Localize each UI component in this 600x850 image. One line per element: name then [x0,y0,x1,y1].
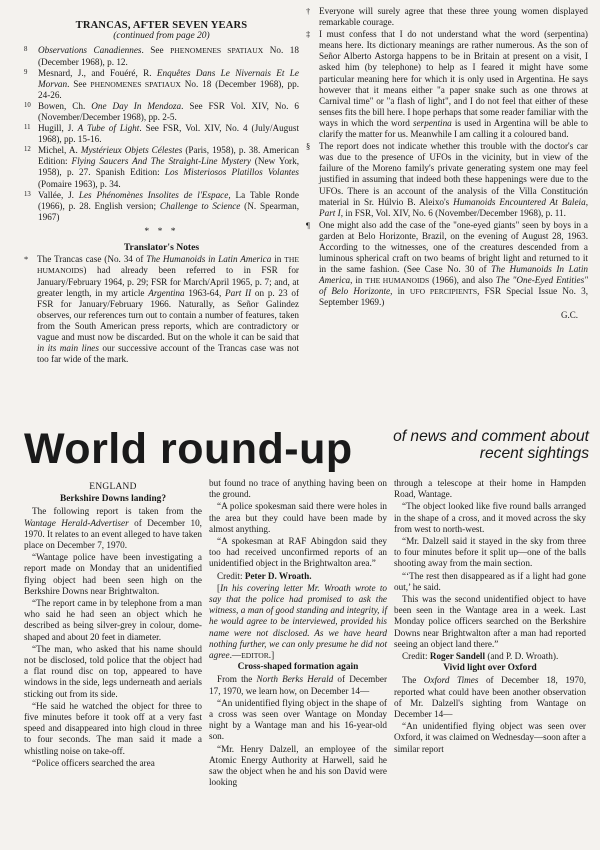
paragraph: “A spokesman at RAF Abingdon said they too had received unconfirmed reports of an unidentified object in the Brightwalton area.” [209,536,387,569]
section-heading: Cross-shaped formation again [237,662,359,673]
reference-item [24,101,299,123]
footnote-text: The report does not indicate whether this trouble with the doctor's car was due to the presence of UFOs in the vicinity, but in view of the failure of the Moreno family's private generating system one may feel justified in assuming that indeed both these happenings were due to the UFOs. There is an account of the analysis of the Villa Constitución material in Sr. Húlvio B. Aleixo's Humanoids Encountered At Baleia, Part I, in FSR, Vol. XIV, No. 6 (November/December 1968), p. 11. [319,141,588,218]
section-heading: ENGLAND [89,482,137,492]
section-heading: Vivid light over Oxford [443,663,537,674]
footnote-item [306,29,588,140]
footnote-symbol: § [306,141,311,152]
reference-text: Bowen, Ch. One Day In Mendoza. See FSR Vol. XIV, No. 6 (November/December 1968), pp. 2-5. [38,100,300,122]
paragraph: “The man, who asked that his name should not be disclosed, told police that the object had a flat round disc on top, appeared to have windows in the side, legs underneath and aerials sticking out from its side. [24,643,202,699]
paragraph: [In his covering letter Mr. Wroath wrote to say that the police had promised to ask the witness, a man of good standing and integrity, if he would agree to be interviewed, provided his name were not disclosed. As we have heard nothing further, we can only presume he did not agree.—EDITOR.] [209,582,387,661]
paragraph: “The report came in by telephone from a man who said he had seen an object which he described as being silver-grey in colour, dome-shaped and about 20 feet in diameter. [24,598,202,642]
paragraph: The following report is taken from the Wantage Herald-Advertiser of December 10, 1970. It relates to an event alleged to have taken place on December 7, 1970. [24,506,202,551]
paragraph: Credit: Peter D. Wroath. [217,570,312,581]
paragraph: “An unidentified flying object was seen over Oxford, it was claimed on Wednesday—soon after a similar report [394,721,586,754]
signature: G.C. [560,309,578,320]
paragraph: Credit: Roger Sandell (and P. D. Wroath). [402,651,559,662]
section-divider-stars: * * * [144,225,179,237]
paragraph: From the North Berks Herald of December 17, 1970, we learn how, on December 14— [209,674,388,696]
footnote-symbol: * [24,254,29,265]
reference-text: Mesnard, J., and Fouéré, R. Enquêtes Dans Le Nivernais Et Le Morvan. See PHENOMENES SPATIAUX No. 18 (December 1968), pp. 24-26. [38,67,299,100]
footnote-symbol: ‡ [306,29,311,40]
reference-item [24,68,299,101]
footnote-symbol: † [306,6,311,16]
paragraph: “Mr. Henry Dalzell, an employee of the Atomic Energy Authority at Harwell, said he saw the object when he and his son David were looking [209,743,387,788]
reference-item [24,45,299,67]
paragraph: “Police officers searched the area [32,757,155,768]
paragraph: “The object looked like five round balls arranged in the shape of a cross, and it moved across the sky from west to north-west. [394,501,586,534]
reference-item [24,145,299,189]
section-title: World round-up [24,425,353,473]
paragraph: “An unidentified flying object in the shape of a cross was seen over Wantage on Monday night by a Wantage man and his 16-year-old son. [209,697,387,742]
paragraph: “Wantage police have been investigating a report made on Monday that an unidentified flying object had been seen high on the Berkshire Downs near Brightwalton. [24,552,202,596]
paragraph: but found no trace of anything having been on the ground. [209,478,387,500]
translator-notes-column [306,6,588,321]
reference-number: 12 [24,146,31,154]
footnote-item [306,6,588,28]
translators-notes-heading: Translator's Notes [123,242,200,254]
reference-number: 8 [24,46,28,54]
reference-number: 13 [24,190,31,198]
section-subtitle: of news and comment about recent sightings [393,428,589,462]
reference-text: Observations Canadiennes. See PHENOMENES SPATIAUX No. 18 (December 1968), p. 12. [38,45,299,67]
roundup-column-1 [24,482,202,770]
section-heading: Berkshire Downs landing? [59,494,167,505]
reference-number: 9 [24,68,28,76]
roundup-column-2 [209,478,387,789]
reference-text: Vallée, J. Les Phénomènes Insolites de l'Espace, La Table Ronde (1966), p. 28. English version; Challenge to Science (N. Spearman, 1967) [38,189,300,222]
paragraph: This was the second unidentified object to have been seen in the Wantage area in a week. Last Monday police officers searched on the Berkshire Downs near Brightwalton after a man had reported seeing an object land there.” [394,594,586,649]
reference-item [24,123,299,145]
roundup-column-3 [394,478,586,756]
footnote-symbol: ¶ [306,219,310,230]
reference-item [24,190,299,223]
paragraph: through a telescope at their home in Hampden Road, Wantage. [394,478,586,500]
paragraph: The Oxford Times of December 18, 1970, reported what could have been another observation of Mr. Dalzell's sighting from Wantage on December 14— [394,675,586,720]
paragraph: “Mr. Dalzell said it stayed in the sky from three to four minutes before it split up—one of the balls shooting away from the main section. [394,536,586,569]
footnote-item [24,254,299,365]
reference-number: 10 [24,101,31,109]
reference-number: 11 [24,124,31,132]
trancas-column [24,20,299,366]
reference-text: Michel, A. Mystérieux Objets Célestes (Paris, 1958), p. 38. American Edition: Flying Saucers And The Straight-Line Mystery (New York, 1958), p. 27. Spanish Edition: Los Misteriosos Platillos Volantes (Pomaire 1963), p. 34. [38,145,300,189]
reference-list [24,45,299,223]
article-subtitle: (continued from page 20) [113,31,210,42]
translator-notes-left [24,254,299,365]
reference-text: Hugill, J. A Tube of Light. See FSR, Vol. XIV, No. 4 (July/August 1968), pp. 15-16. [38,123,300,145]
paragraph: “‘The rest then disappeared as if a light had gone out,’ he said. [394,570,586,592]
footnote-text: I must confess that I do not understand what the word (serpentina) means here. Its dictionary meanings are rather numerous. As the son of Señor Alberto Astorga happens to be in Britain at present on a visit, I asked him (by telephone) to help as I feared it might have some particular meaning here for which it is only used in Argentina. He says however that it means either "a paper snake such as one throws at Carnival time" or "a flash of light", and I do not feel that either of these senses fits the bill here. I hope perhaps that some reader familiar with the ways in which the word serpentina is used in Argentina will be able to clarify the matter for us. Meanwhile I am calling it a coloured band. [319,29,588,140]
footnote-text: The Trancas case (No. 34 of The Humanoids in Latin America in THE HUMANOIDS) had already been referred to in FSR for January/February 1964, p. 29; FSR for March/April 1965, p. 7; and, at greater length, in my article Argentina 1963-64, Part II on p. 23 of FSR for January/February 1966. Naturally, as Señor Galindez observes, our references turn out to contain a number of features, taken from the South American press reports, which are contradictory or vague and must now be discarded. But on the whole it can be said that in its main lines our successive account of the Trancas case was not too far wide of the mark. [37,254,300,365]
footnote-item [306,141,588,219]
article-title: TRANCAS, AFTER SEVEN YEARS [75,20,248,31]
translator-notes-right [306,6,588,309]
footnote-item [306,220,588,309]
footnote-text: Everyone will surely agree that these three young women displayed remarkable courage. [319,6,588,28]
paragraph: “A police spokesman said there were holes in the area but they could have been made by almost anything. [209,501,387,534]
paragraph: “He said he watched the object for three to five minutes before it took off at a very fast speed and disappeared into high cloud in three to four seconds. The man said it made a whistling noise on take-off. [24,700,202,756]
footnote-text: One might also add the case of the "one-eyed giants" seen by boys in a garden at Belo Horizonte, Brazil, on the evening of August 28, 1963. According to the witnesses, one of the creatures descended from a luminous spherical craft on two beams of bright light and returned to it in the same fashion. (See Case No. 30 of The Humanoids In Latin America, in THE HUMANOIDS (1966), and also The "One-Eyed Entities" of Belo Horizonte, in UFO PERCIPIENTS, FSR Special Issue No. 3, September 1969.) [319,219,589,308]
